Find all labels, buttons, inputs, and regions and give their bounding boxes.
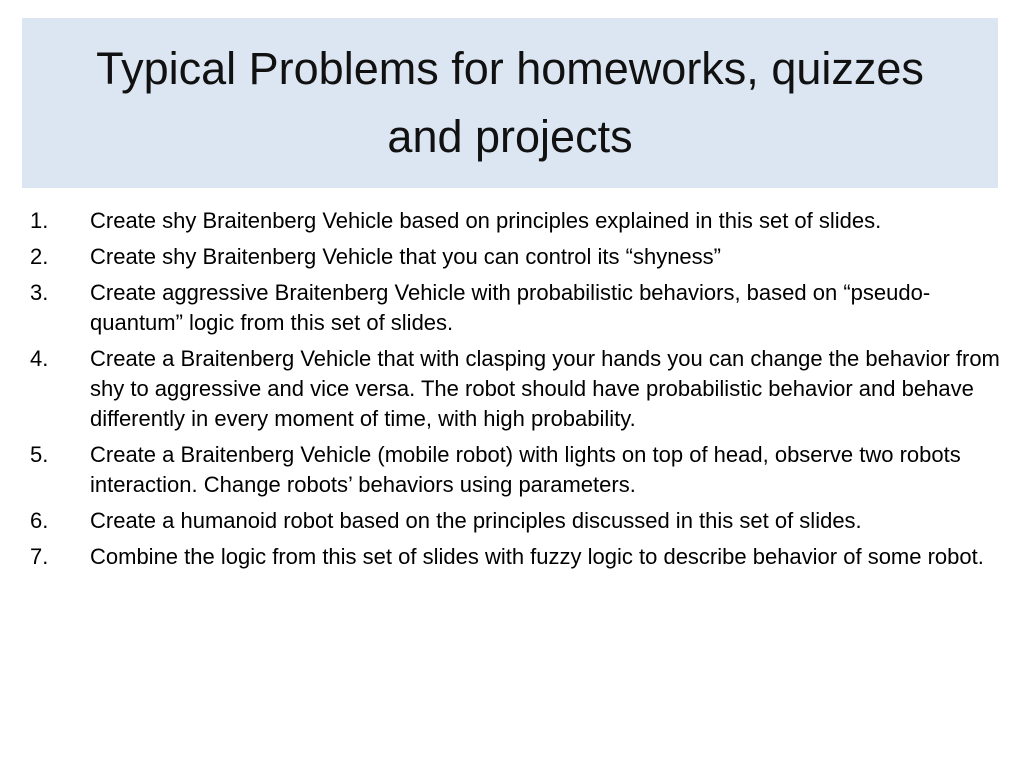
problem-list [30,206,1005,578]
item-number: 3. [30,280,49,305]
item-text: Create aggressive Braitenberg Vehicle with probabilistic behaviors, based on “pseudo-quantum” logic from this set of slides. [90,280,931,335]
list-item [30,506,1005,536]
item-text: Create shy Braitenberg Vehicle that you can control its “shyness” [90,244,721,269]
title-banner [22,18,998,188]
item-text: Create a humanoid robot based on the principles discussed in this set of slides. [90,508,862,533]
item-number: 4. [30,346,49,371]
item-number: 7. [30,544,49,569]
list-item [30,206,1005,236]
list-item [30,278,1005,338]
item-number: 1. [30,208,49,233]
item-text: Combine the logic from this set of slides with fuzzy logic to describe behavior of some robot. [90,544,984,569]
item-number: 2. [30,244,49,269]
list-item [30,344,1005,434]
item-number: 5. [30,442,49,467]
item-text: Create a Braitenberg Vehicle (mobile robot) with lights on top of head, observe two robots interaction. Change robots’ behaviors using parameters. [90,442,961,497]
list-item [30,542,1005,572]
item-text: Create shy Braitenberg Vehicle based on principles explained in this set of slides. [90,208,882,233]
item-text: Create a Braitenberg Vehicle that with clasping your hands you can change the behavior from shy to aggressive and vice versa. The robot should have probabilistic behavior and behave differently in every moment of time, with high probability. [90,346,1000,431]
slide-title: Typical Problems for homeworks, quizzes and projects [96,43,924,162]
list-item [30,242,1005,272]
item-number: 6. [30,508,49,533]
list-item [30,440,1005,500]
